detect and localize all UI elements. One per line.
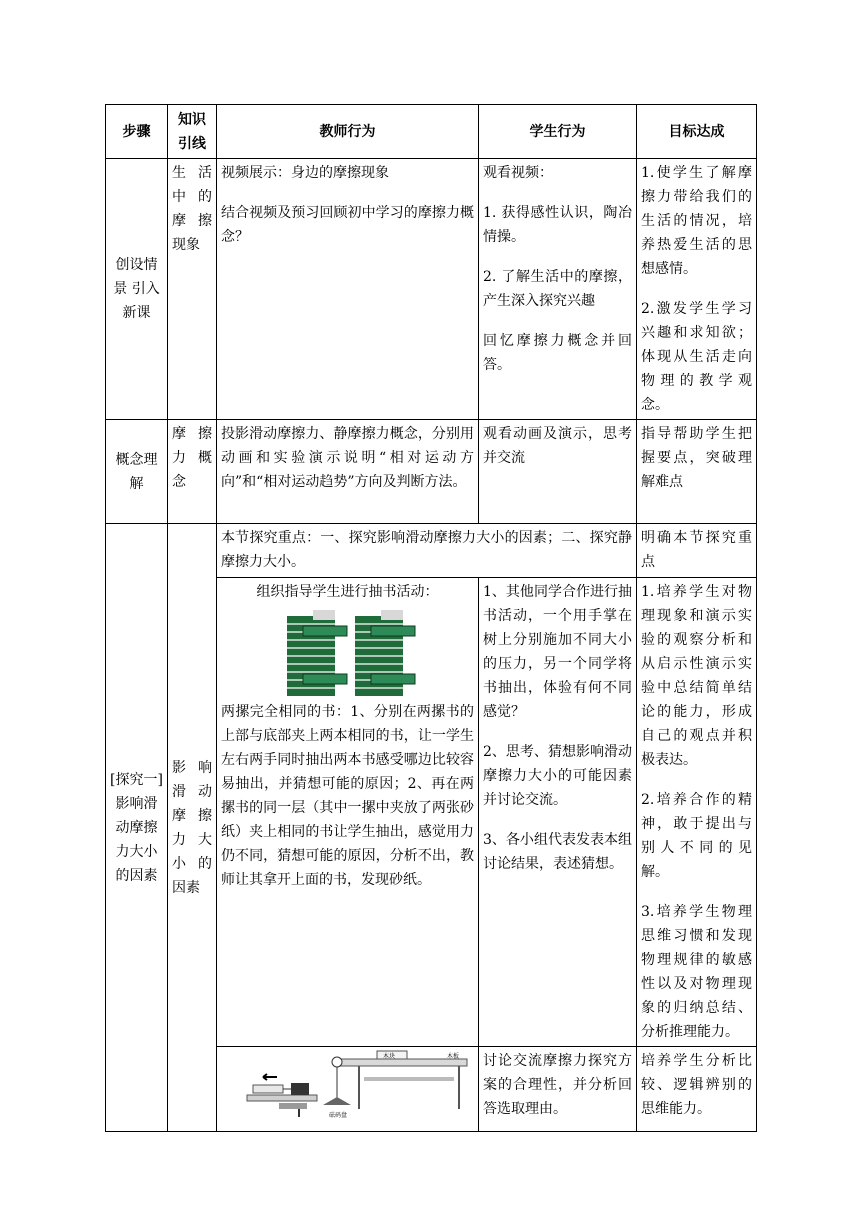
- right-book-stack: [355, 610, 415, 696]
- row-concept: [106, 420, 757, 524]
- diagram-label-block: 木块: [383, 1053, 396, 1060]
- step-intro-text: 创设情景 引入新课: [113, 257, 160, 321]
- goal-intro: [637, 159, 757, 420]
- student-intro-p2: 1. 获得感性认识，陶冶情操。: [483, 205, 632, 245]
- goal-intro-p2: 2.激发学生学习兴趣和求知欲；体现从生活走向物理的教学观念。: [641, 301, 752, 413]
- goal-book-p1: 1.培养学生对物理现象和演示实验的观察分析和从启示性演示实验中总结简单结论的能力，形成自己的观点并积极表达。: [641, 584, 752, 768]
- left-book-stack: [287, 610, 347, 696]
- teacher-intro-p1: 视频展示：身边的摩擦现象: [221, 165, 389, 181]
- teacher-book-intro: 组织指导学生进行抽书活动：: [256, 584, 439, 600]
- row-intro: [106, 159, 757, 420]
- step-explore: [探究一] 影响滑动摩擦力大小的因素: [106, 524, 168, 1132]
- knowledge-concept: 摩 擦力 概念: [168, 420, 217, 524]
- student-book-activity: [479, 578, 637, 1047]
- goal-concept: 指导帮助学生把握要点，突破理解难点: [637, 420, 757, 524]
- diagram-label-pan: 砝码盘: [329, 1112, 348, 1119]
- header-step: 步骤: [106, 105, 168, 159]
- teacher-book-activity: [217, 578, 479, 1047]
- header-knowledge: [168, 105, 217, 159]
- header-student: 学生行为: [479, 105, 637, 159]
- goal-intro-p1: 1.使学生了解摩擦力带给我们的生活的情况，培养热爱生活的思想感情。: [641, 165, 752, 277]
- spring-scale-setup: [247, 1074, 317, 1117]
- teacher-experiment: [217, 1047, 479, 1132]
- knowledge-intro: 生 活中 的摩 擦现象: [168, 159, 217, 420]
- knowledge-explore: 影 响滑 动摩 擦力 大小 的因素: [168, 524, 217, 1132]
- teacher-book-body: 两摞完全相同的书：1、分别在两摞书的上部与底部夹上两本相同的书，让一学生左右两手同时抽出两本书感受哪边比较容易抽出，并猜想可能的原因；2、再在两摞书的同一层（其中一摞中夹放了两张砂纸）夹上相同的书让学生抽出，感觉用力仍不同，猜想可能的原因，分析不出，教师让其拿开上面的书，发现砂纸。: [221, 704, 474, 888]
- student-experiment: 讨论交流摩擦力探究方案的合理性，并分析回答选取理由。: [479, 1047, 637, 1132]
- student-book-p3: 3、各小组代表发表本组讨论结果，表述猜想。: [483, 832, 632, 872]
- explore-focus-goal: 明确本节探究重点: [637, 524, 757, 578]
- friction-apparatus-diagrams: [219, 1049, 475, 1121]
- header-teacher: 教师行为: [217, 105, 479, 159]
- goal-book-p3: 3.培养学生物理思维习惯和发现物理规律的敏感性以及对物理现象的归纳总结、分析推理能力。: [641, 904, 752, 1040]
- goal-book-activity: [637, 578, 757, 1047]
- student-intro-p1: 观看视频：: [483, 165, 553, 181]
- diagram-label-board: 木板: [447, 1053, 460, 1060]
- step-concept: 概念理解: [106, 420, 168, 524]
- teacher-concept: 投影滑动摩擦力、静摩擦力概念，分别用动画和实验演示说明“相对运动方向”和“相对运动趋势”方向及判断方法。: [217, 420, 479, 524]
- header-goal: 目标达成: [637, 105, 757, 159]
- goal-experiment: 培养学生分析比较、逻辑辨别的思维能力。: [637, 1047, 757, 1132]
- teacher-intro-p2: 结合视频及预习回顾初中学习的摩擦力概念？: [221, 205, 474, 245]
- header-row: [106, 105, 757, 159]
- row-focus: [106, 524, 757, 578]
- student-intro-p3: 2. 了解生活中的摩擦，产生深入探究兴趣: [483, 269, 632, 309]
- book-stacks-illustration: [273, 608, 423, 698]
- student-concept: 观看动画及演示，思考并交流: [479, 420, 637, 524]
- header-knowledge-text: 知识引线: [178, 111, 206, 152]
- pulley-setup: [323, 1051, 467, 1119]
- lesson-plan-table: [105, 104, 757, 1132]
- step-intro: [106, 159, 168, 420]
- student-intro: [479, 159, 637, 420]
- student-book-p2: 2、思考、猜想影响滑动摩擦力大小的可能因素并讨论交流。: [483, 744, 632, 808]
- goal-book-p2: 2.培养合作的精神，敢于提出与别人不同的见解。: [641, 792, 752, 880]
- student-book-p1: 1、其他同学合作进行抽书活动，一个用手掌在树上分别施加不同大小的压力，另一个同学将书抽出，体验有何不同感觉？: [483, 584, 632, 720]
- student-intro-p4: 回忆摩擦力概念并回答。: [483, 333, 632, 373]
- explore-focus: 本节探究重点：一、探究影响滑动摩擦力大小的因素；二、探究静摩擦力大小。: [217, 524, 637, 578]
- teacher-intro: [217, 159, 479, 420]
